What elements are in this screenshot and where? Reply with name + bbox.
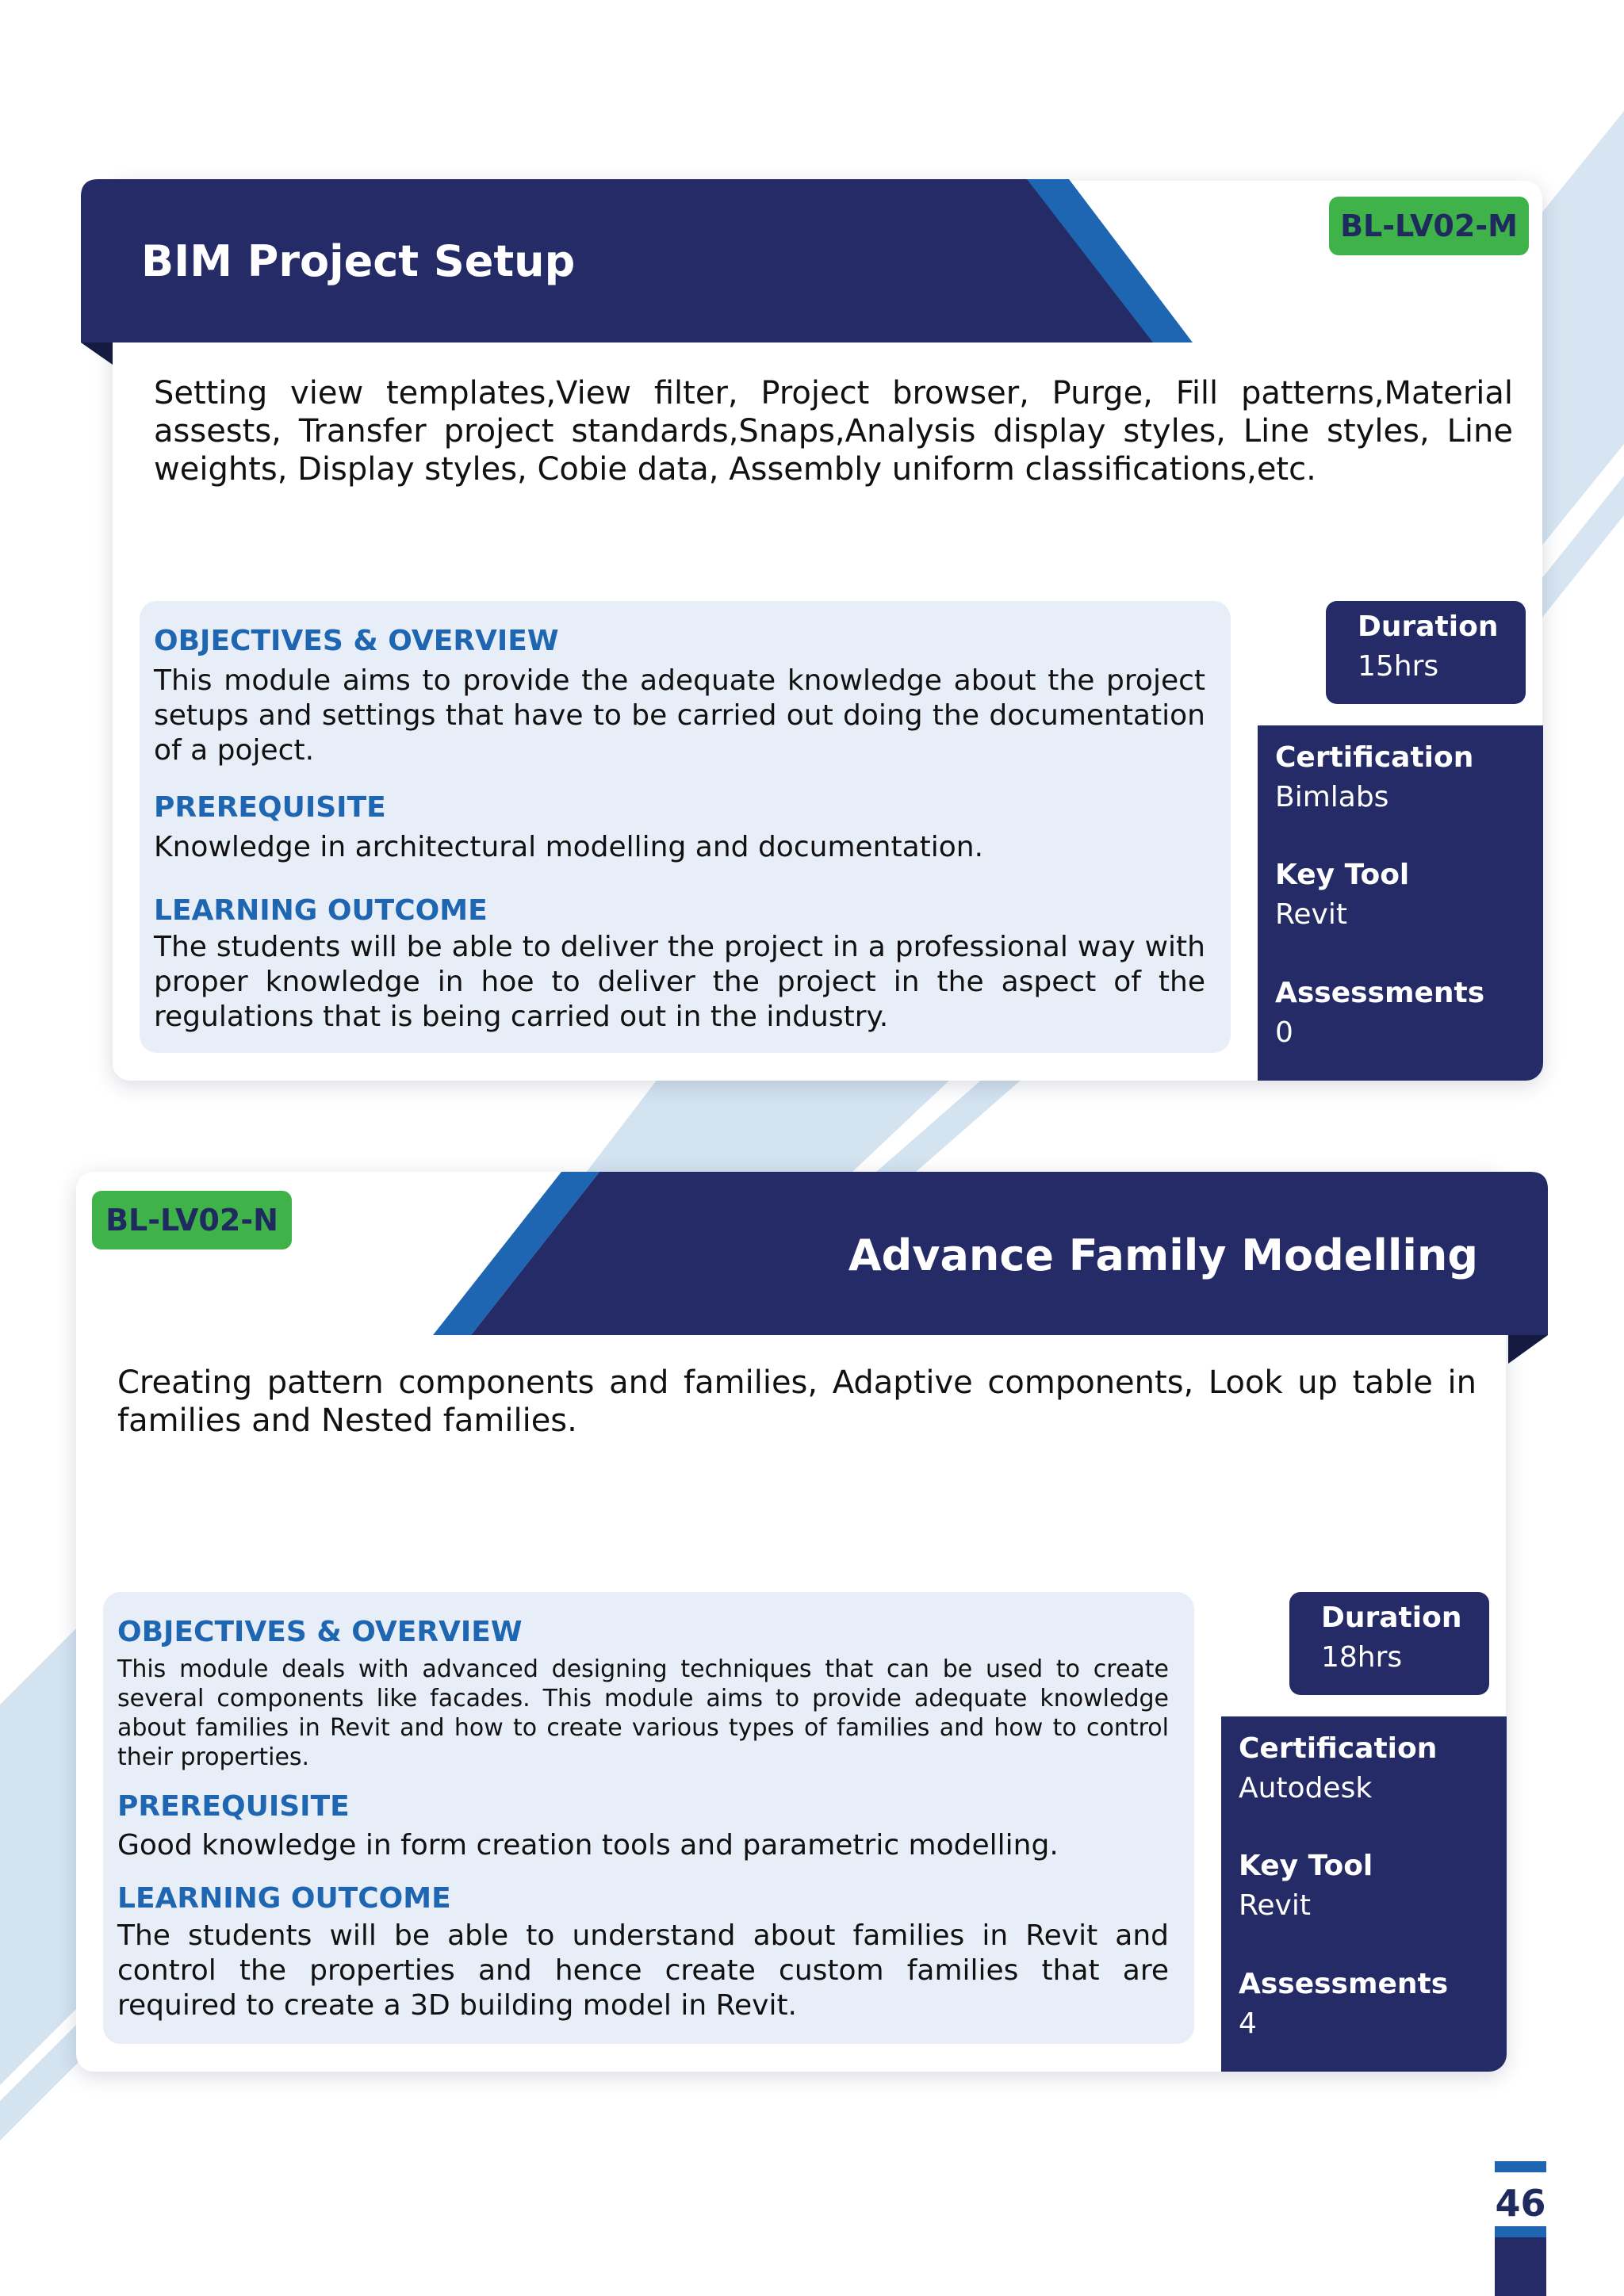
module-description: Creating pattern components and families, Adaptive components, Look up table in families and Nested families.	[117, 1364, 1477, 1439]
key-tool-value: Revit	[1239, 1889, 1311, 1922]
prerequisite-text: Good knowledge in form creation tools and parametric modelling.	[117, 1829, 1059, 1862]
module-details-panel	[1221, 1716, 1507, 2072]
duration-value: 18hrs	[1321, 1641, 1403, 1674]
objectives-heading: OBJECTIVES & OVERVIEW	[117, 1616, 523, 1648]
key-tool-value: Revit	[1275, 898, 1347, 931]
duration-label: Duration	[1358, 610, 1499, 643]
learning-outcome-text: The students will be able to understand about families in Revit and control the properties and hence create custom families that are required to create a 3D building model in Revit.	[117, 1919, 1169, 2022]
prerequisite-heading: PREREQUISITE	[117, 1790, 350, 1823]
module-details-panel	[1258, 725, 1543, 1081]
learning-outcome-text: The students will be able to deliver the project in a professional way with proper knowledge in hoe to deliver the project in the aspect of the regulations that is being carried out in the industry.	[154, 931, 1205, 1033]
module-title-banner	[81, 179, 1199, 365]
duration-box	[1289, 1592, 1489, 1695]
module-title: BIM Project Setup	[141, 236, 576, 286]
certification-value: Bimlabs	[1275, 781, 1389, 813]
module-title-banner	[433, 1172, 1548, 1364]
assessments-value: 4	[1239, 2007, 1257, 2040]
objectives-heading: OBJECTIVES & OVERVIEW	[154, 625, 559, 657]
learning-outcome-heading: LEARNING OUTCOME	[154, 894, 488, 927]
certification-value: Autodesk	[1239, 1772, 1373, 1804]
assessments-label: Assessments	[1239, 1968, 1449, 2000]
duration-label: Duration	[1321, 1601, 1462, 1634]
module-title: Advance Family Modelling	[848, 1230, 1478, 1280]
assessments-label: Assessments	[1275, 977, 1485, 1009]
certification-label: Certification	[1275, 741, 1474, 774]
assessments-value: 0	[1275, 1016, 1293, 1049]
key-tool-label: Key Tool	[1275, 859, 1410, 891]
objectives-text: This module aims to provide the adequate knowledge about the project setups and settings that have to be carried out doing the documentation of a poject.	[154, 664, 1205, 767]
prerequisite-text: Knowledge in architectural modelling and documentation.	[154, 831, 984, 863]
key-tool-label: Key Tool	[1239, 1850, 1373, 1882]
module-code-badge: BL-LV02-N	[92, 1191, 292, 1249]
page-number: 46	[1495, 2182, 1546, 2225]
duration-box	[1326, 601, 1526, 704]
module-description: Setting view templates,View filter, Project browser, Purge, Fill patterns,Material assests, Transfer project standards,Snaps,Analysis display styles, Line styles, Line weights, Display styles, Cobie data, Assembly uniform classifications,etc.	[154, 375, 1513, 488]
duration-value: 15hrs	[1358, 650, 1439, 683]
prerequisite-heading: PREREQUISITE	[154, 791, 386, 824]
certification-label: Certification	[1239, 1732, 1438, 1765]
module-code-badge: BL-LV02-M	[1329, 197, 1529, 255]
objectives-text: This module deals with advanced designing techniques that can be used to create several components like facades. This module aims to provide adequate knowledge about families in Revit and how to create various types of families and how to control their properties.	[117, 1655, 1169, 1771]
learning-outcome-heading: LEARNING OUTCOME	[117, 1882, 451, 1915]
